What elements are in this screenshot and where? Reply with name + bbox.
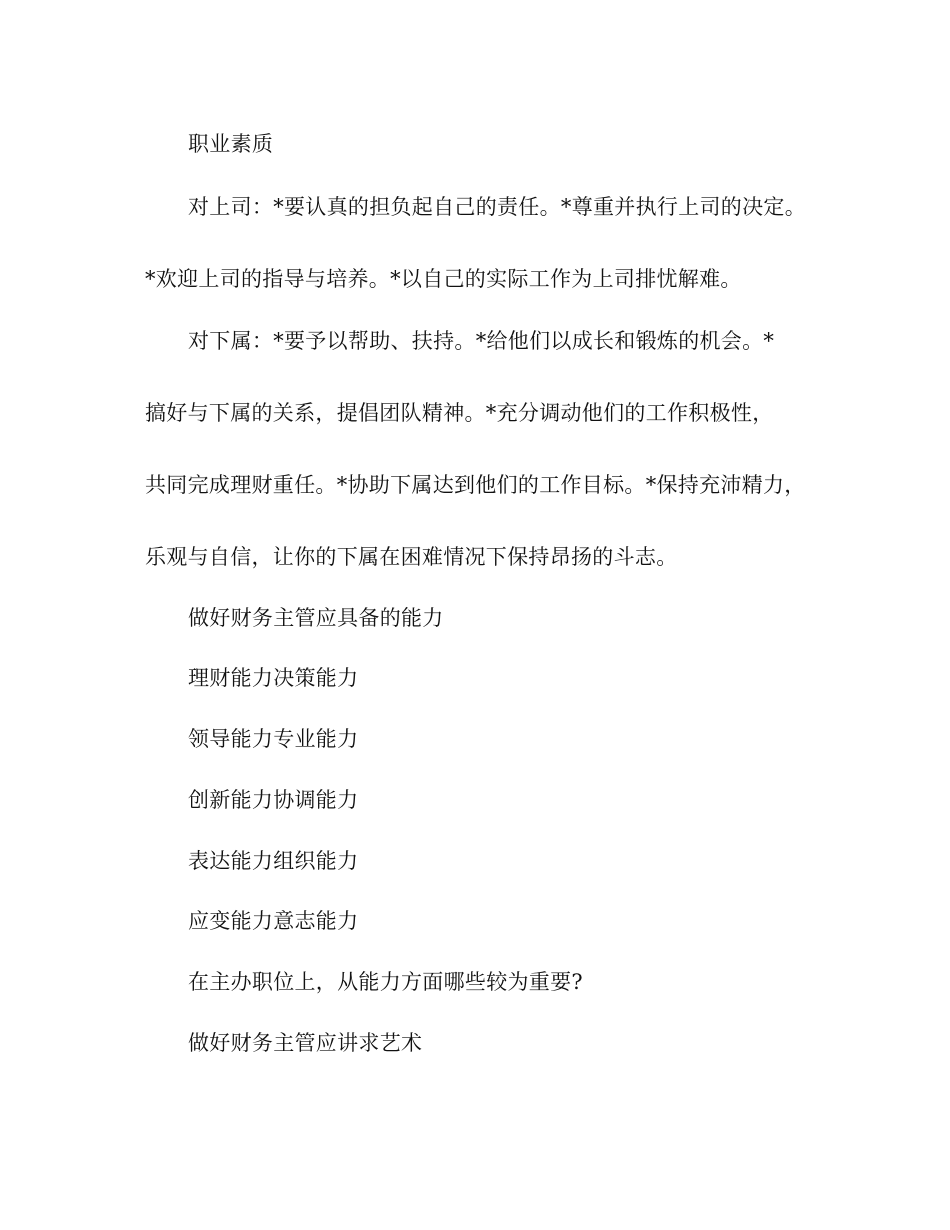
- paragraph-superior-line-2: *欢迎上司的指导与培养。*以自己的实际工作为上司排忧解难。: [145, 267, 742, 291]
- ability-list-item: 应变能力意志能力: [188, 909, 359, 933]
- question-line: 在主办职位上，从能力方面哪些较为重要?: [188, 970, 583, 994]
- paragraph-subordinate-line-3: 共同完成理财重任。*协助下属达到他们的工作目标。*保持充沛精力，: [145, 473, 806, 497]
- heading-professional-quality: 职业素质: [188, 132, 274, 156]
- ability-list-item: 创新能力协调能力: [188, 788, 359, 812]
- paragraph-subordinate-line-4: 乐观与自信，让你的下属在困难情况下保持昂扬的斗志。: [145, 545, 678, 569]
- paragraph-superior-line-1: 对上司：*要认真的担负起自己的责任。*尊重并执行上司的决定。: [188, 195, 806, 219]
- heading-required-abilities: 做好财务主管应具备的能力: [188, 606, 444, 630]
- ability-list-item: 表达能力组织能力: [188, 849, 359, 873]
- ability-list-item: 领导能力专业能力: [188, 727, 359, 751]
- paragraph-subordinate-line-1: 对下属：*要予以帮助、扶持。*给他们以成长和锻炼的机会。*: [188, 329, 775, 353]
- heading-management-art: 做好财务主管应讲求艺术: [188, 1031, 423, 1055]
- paragraph-subordinate-line-2: 搞好与下属的关系，提倡团队精神。*充分调动他们的工作积极性，: [145, 401, 774, 425]
- ability-list-item: 理财能力决策能力: [188, 666, 359, 690]
